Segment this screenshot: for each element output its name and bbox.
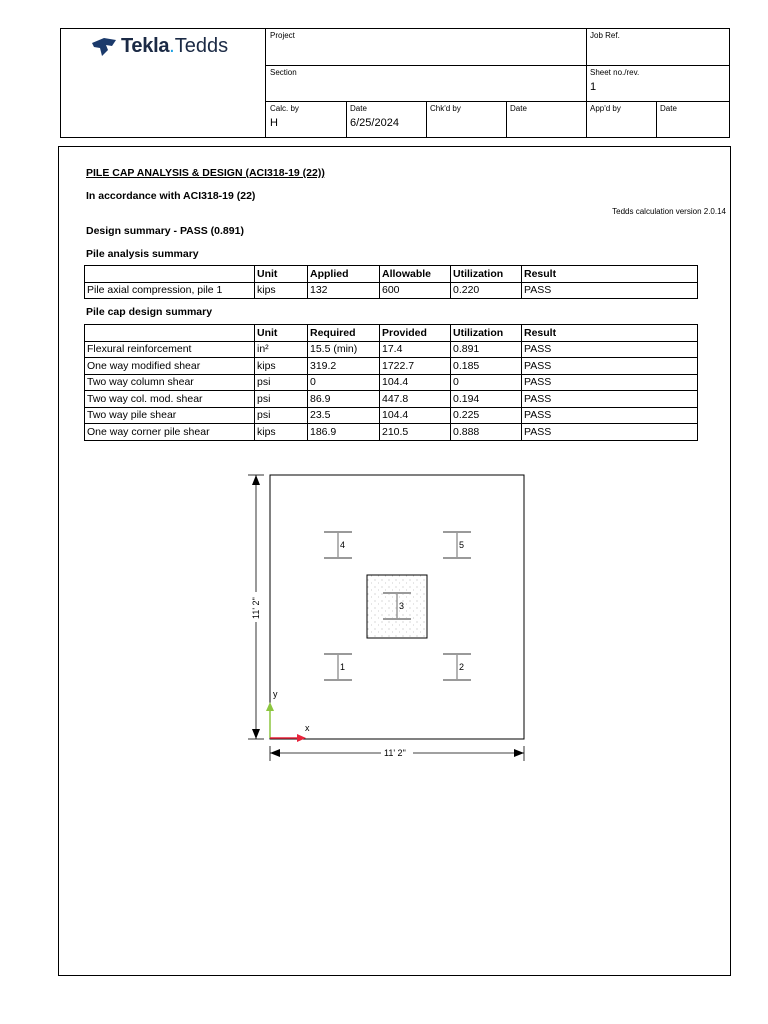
table-cell: One way corner pile shear — [85, 424, 255, 441]
column-header: Utilization — [451, 325, 522, 342]
column-header: Allowable — [380, 266, 451, 283]
table-cell: PASS — [522, 358, 698, 375]
calc-by-field — [267, 102, 346, 131]
height-dimension — [248, 475, 264, 739]
table-cell: 600 — [380, 282, 451, 299]
axis-indicator — [266, 689, 310, 742]
table-cell: 104.4 — [380, 374, 451, 391]
table-cell: 319.2 — [308, 358, 380, 375]
table-cell: PASS — [522, 407, 698, 424]
table-cell: 132 — [308, 282, 380, 299]
table-cell: Two way column shear — [85, 374, 255, 391]
appd-by-label: App'd by — [590, 104, 621, 113]
table-row — [85, 391, 698, 408]
brand-product: Tedds — [174, 35, 229, 57]
table-row — [85, 424, 698, 441]
column-header: Result — [522, 266, 698, 283]
table-cell: Flexural reinforcement — [85, 341, 255, 358]
table-cell: 23.5 — [308, 407, 380, 424]
pile-2 — [443, 654, 471, 680]
table-cell: PASS — [522, 341, 698, 358]
chkd-by-label: Chk'd by — [430, 104, 461, 113]
pile-analysis-table — [84, 265, 698, 299]
table-cell: PASS — [522, 282, 698, 299]
column-header — [85, 325, 255, 342]
appd-date-field — [657, 102, 730, 115]
section-label: Section — [270, 68, 297, 77]
job-ref-field — [587, 29, 730, 46]
column-header: Result — [522, 325, 698, 342]
table-cell: psi — [255, 407, 308, 424]
table-cell: 104.4 — [380, 407, 451, 424]
table-cell: kips — [255, 282, 308, 299]
table-header-row — [85, 266, 698, 283]
table-row — [85, 407, 698, 424]
column-header: Unit — [255, 266, 308, 283]
table-row — [85, 341, 698, 358]
pile-5 — [443, 532, 471, 558]
table-cell: Two way col. mod. shear — [85, 391, 255, 408]
date-value: 6/25/2024 — [350, 117, 399, 129]
chk-date-label: Date — [510, 104, 527, 113]
table-cell: 0 — [451, 374, 522, 391]
table-cell: 0.194 — [451, 391, 522, 408]
appd-date-label: Date — [660, 104, 677, 113]
job-ref-label: Job Ref. — [590, 31, 620, 40]
pile-analysis-heading: Pile analysis summary — [86, 248, 199, 260]
column-header: Unit — [255, 325, 308, 342]
table-cell: kips — [255, 358, 308, 375]
table-cell: 0.225 — [451, 407, 522, 424]
table-cell: 0.888 — [451, 424, 522, 441]
sheet-value: 1 — [590, 81, 597, 93]
column-header: Utilization — [451, 266, 522, 283]
table-cell: 1722.7 — [380, 358, 451, 375]
tekla-logo-icon — [91, 36, 117, 58]
sheet-field — [587, 66, 730, 95]
table-cell: in² — [255, 341, 308, 358]
pile-number: 1 — [340, 662, 346, 672]
width-dimension — [270, 746, 524, 761]
table-cell: 0.220 — [451, 282, 522, 299]
calc-by-value: H — [270, 117, 278, 129]
appd-by-field — [587, 102, 656, 115]
pile-number: 5 — [459, 540, 465, 550]
table-cell: 0.891 — [451, 341, 522, 358]
table-cell: Pile axial compression, pile 1 — [85, 282, 255, 299]
table-cell: psi — [255, 391, 308, 408]
table-cell: 86.9 — [308, 391, 380, 408]
table-header-row — [85, 325, 698, 342]
page-title: PILE CAP ANALYSIS & DESIGN (ACI318-19 (22)) — [86, 167, 325, 179]
x-axis-label: x — [305, 723, 310, 733]
brand-dot: . — [169, 35, 175, 57]
column-header — [85, 266, 255, 283]
chk-date-field — [507, 102, 586, 115]
table-cell: 15.5 (min) — [308, 341, 380, 358]
pile-number: 2 — [459, 662, 465, 672]
chkd-by-field — [427, 102, 506, 115]
table-row — [85, 374, 698, 391]
table-cell: PASS — [522, 424, 698, 441]
table-cell: psi — [255, 374, 308, 391]
pile-cap-table — [84, 324, 698, 441]
width-dimension-label: 11' 2" — [384, 748, 406, 758]
pile-4 — [324, 532, 352, 558]
pile-cap-plan-diagram — [240, 466, 540, 766]
logo-cell — [61, 29, 266, 137]
pile-number: 4 — [340, 540, 346, 550]
y-axis-label: y — [273, 689, 278, 699]
tekla-tedds-logo — [91, 35, 228, 58]
project-field — [267, 29, 585, 46]
sheet-label: Sheet no./rev. — [590, 68, 640, 77]
height-dimension-label: 11' 2" — [251, 597, 261, 619]
design-summary: Design summary - PASS (0.891) — [86, 225, 244, 237]
table-cell: 0 — [308, 374, 380, 391]
table-cell: 186.9 — [308, 424, 380, 441]
version-note: Tedds calculation version 2.0.14 — [612, 207, 726, 216]
column-header: Applied — [308, 266, 380, 283]
project-label: Project — [270, 31, 295, 40]
table-cell: 210.5 — [380, 424, 451, 441]
pile-number: 3 — [399, 601, 405, 611]
table-cell: One way modified shear — [85, 358, 255, 375]
column-header: Required — [308, 325, 380, 342]
calc-header — [60, 28, 730, 138]
table-row — [85, 282, 698, 299]
pile-1 — [324, 654, 352, 680]
calc-by-label: Calc. by — [270, 104, 299, 113]
table-cell: 17.4 — [380, 341, 451, 358]
table-cell: kips — [255, 424, 308, 441]
date-label: Date — [350, 104, 367, 113]
brand-name: Tekla — [121, 35, 170, 57]
pile-cap-heading: Pile cap design summary — [86, 306, 213, 318]
table-cell: PASS — [522, 374, 698, 391]
table-cell: 447.8 — [380, 391, 451, 408]
table-cell: PASS — [522, 391, 698, 408]
column-header: Provided — [380, 325, 451, 342]
table-cell: Two way pile shear — [85, 407, 255, 424]
table-row — [85, 358, 698, 375]
table-cell: 0.185 — [451, 358, 522, 375]
code-reference: In accordance with ACI318-19 (22) — [86, 190, 256, 202]
date-field — [347, 102, 426, 131]
section-field — [267, 66, 585, 83]
